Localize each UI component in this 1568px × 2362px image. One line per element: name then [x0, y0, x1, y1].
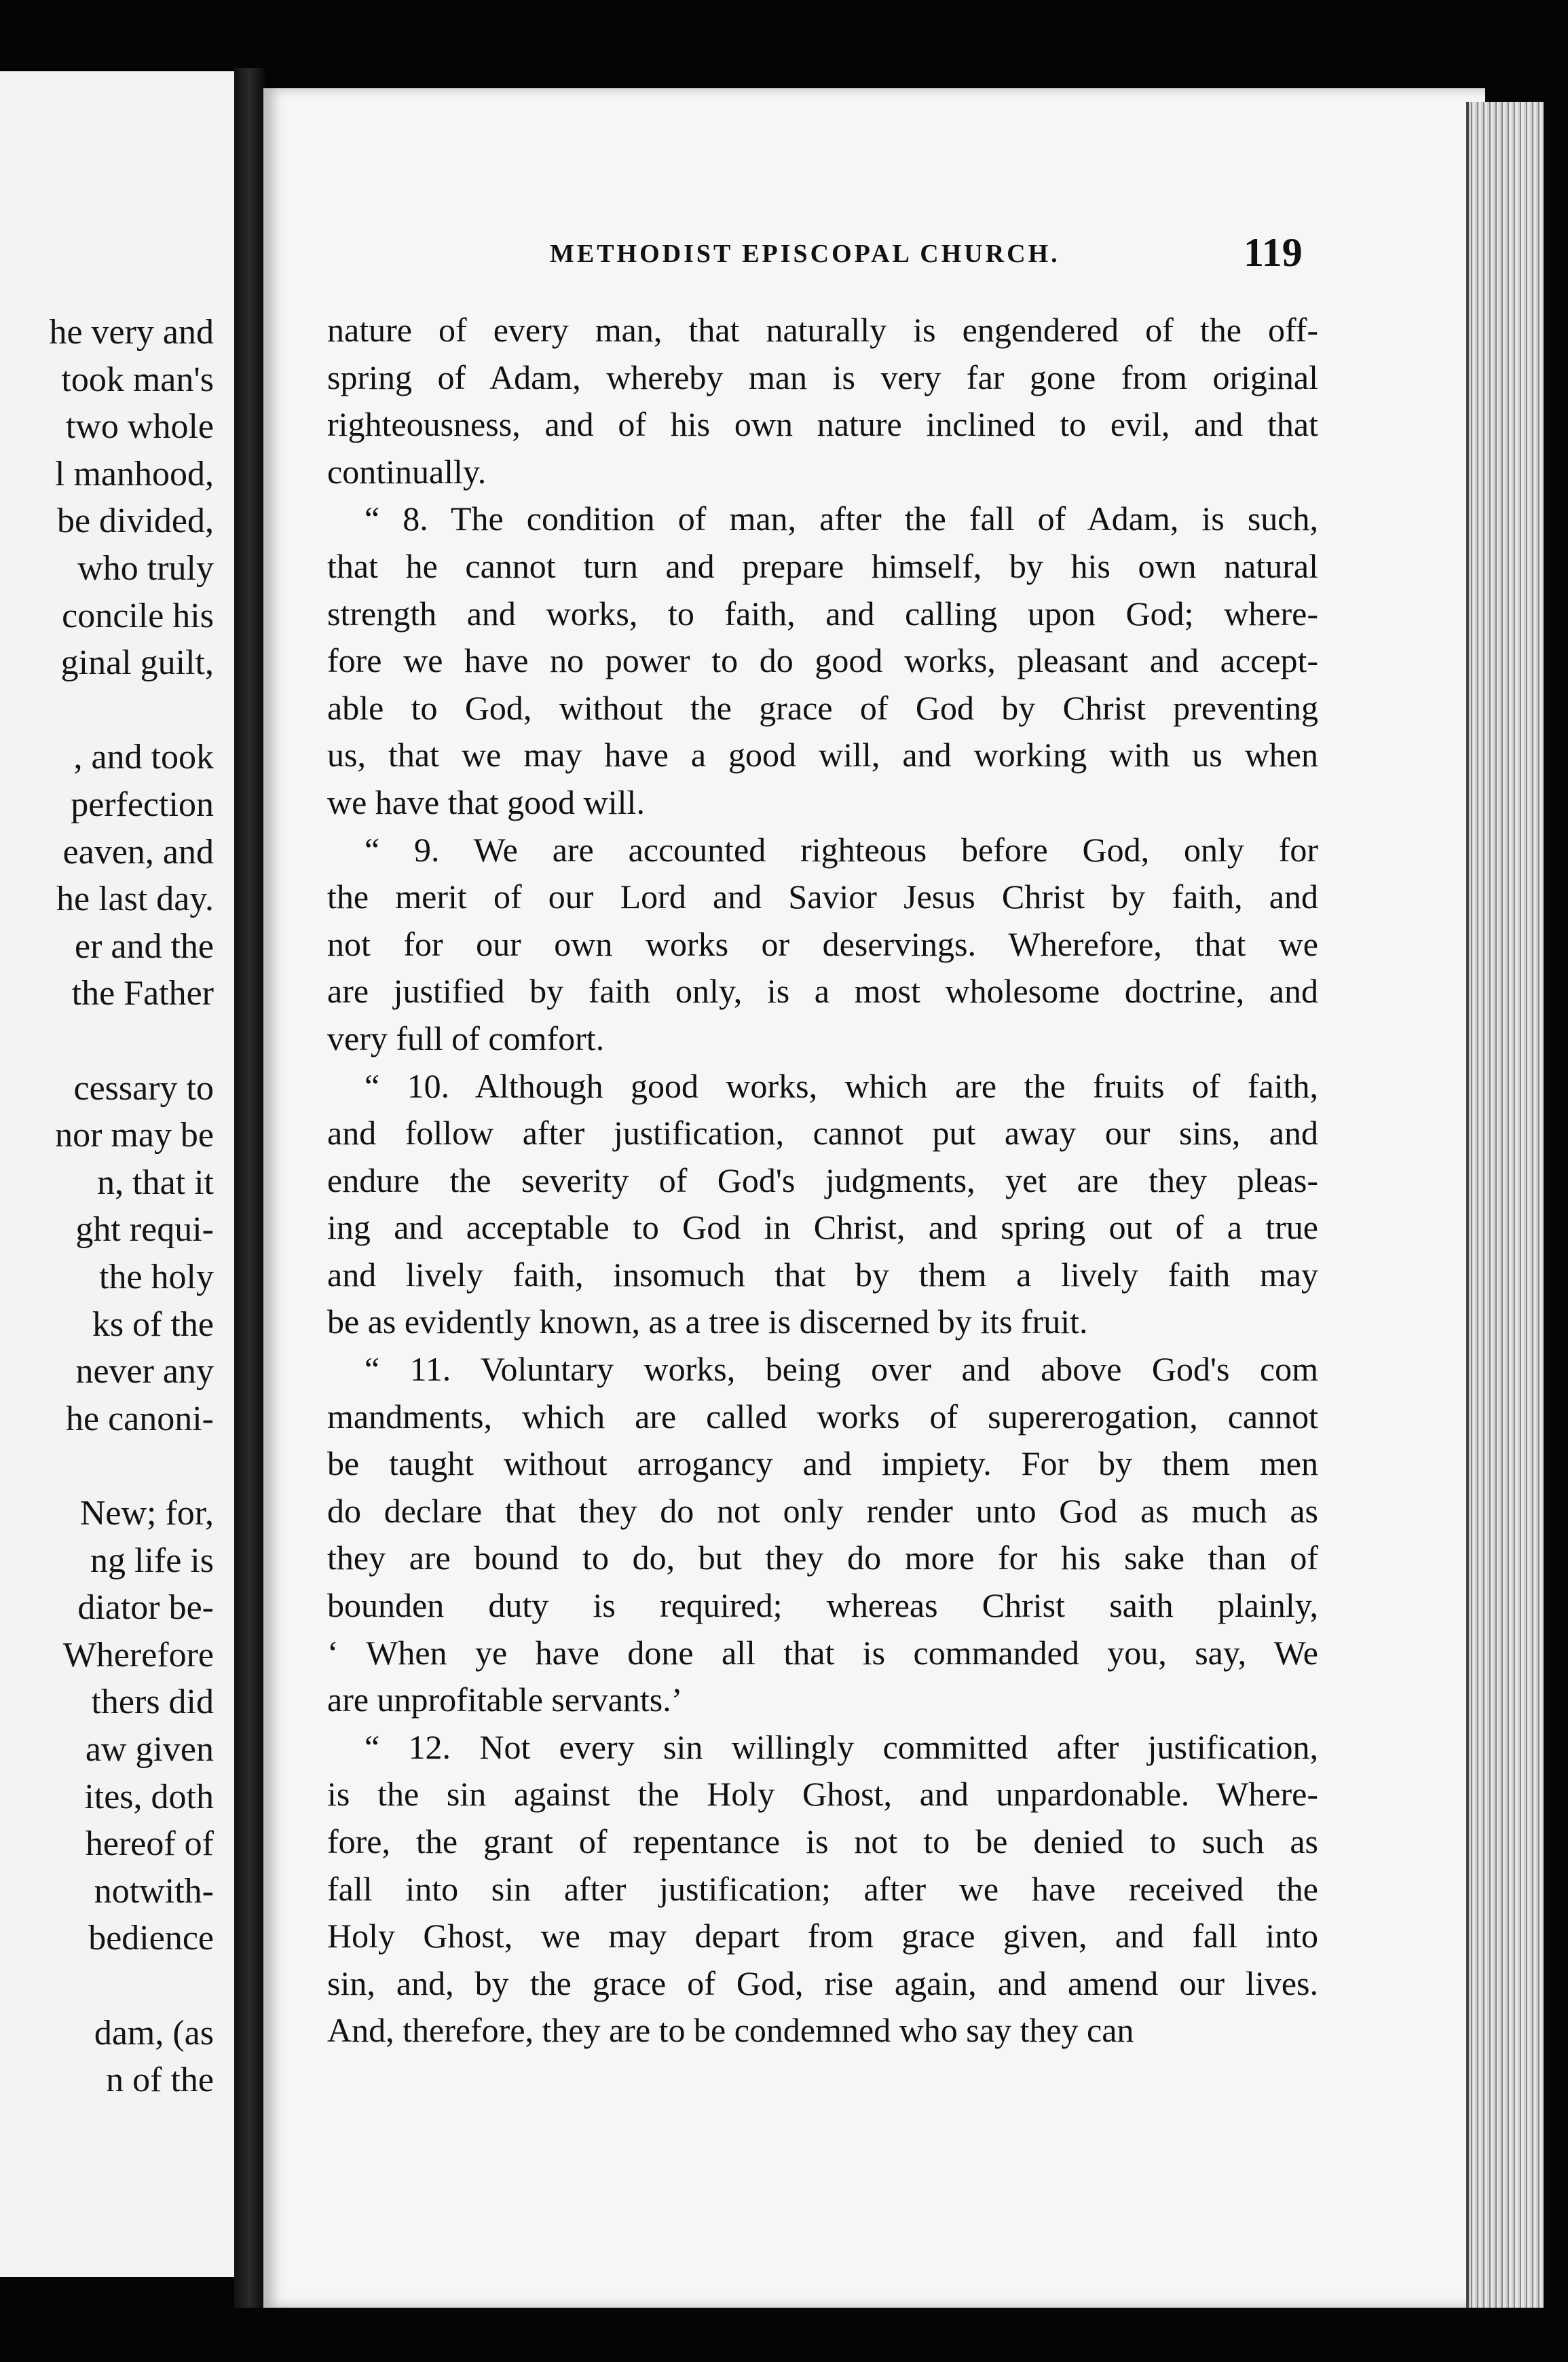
left-page-line: ght requi-	[75, 1210, 214, 1250]
left-page-line: took man's	[61, 360, 214, 399]
left-page-line: the Father	[71, 974, 214, 1013]
text-line: And, therefore, they are to be condemned who say they can	[327, 2011, 1134, 2050]
left-page-line: aw given	[85, 1730, 214, 1769]
left-page-line: two whole	[65, 407, 214, 447]
left-page-line: the holy	[99, 1258, 214, 1296]
left-page-line: cessary to	[73, 1068, 214, 1108]
text-line: be taught without arrogancy and impiety. For by them men	[327, 1444, 1318, 1483]
left-page-line: he last day.	[56, 880, 214, 919]
text-line: fore we have no power to do good works, pleasant and accept-	[327, 641, 1318, 680]
left-page-line: , and took	[73, 738, 214, 777]
left-page-line: he very and	[49, 313, 214, 352]
left-page-line: er and the	[74, 926, 214, 966]
left-page-line: diator be-	[77, 1588, 214, 1628]
text-line: “ 9. We are accounted righteous before God, only for	[365, 830, 1318, 869]
left-page-line: n, that it	[97, 1163, 214, 1202]
text-line: and follow after justification, cannot put away our sins, and	[327, 1114, 1318, 1152]
text-line: and lively faith, insomuch that by them a lively faith may	[327, 1255, 1318, 1294]
text-line: bounden duty is required; whereas Christ saith plainly,	[327, 1586, 1318, 1625]
text-line: are unprofitable servants.’	[327, 1681, 683, 1719]
text-line: the merit of our Lord and Savior Jesus Christ by faith, and	[327, 878, 1318, 916]
text-line: spring of Adam, whereby man is very far gone from original	[327, 358, 1318, 396]
left-page-line: ng life is	[90, 1541, 214, 1580]
text-line: mandments, which are called works of supererogation, cannot	[327, 1397, 1318, 1436]
left-page-line: eaven, and	[62, 832, 214, 871]
body-text	[327, 307, 1318, 2055]
left-page-line: thers did	[91, 1683, 214, 1722]
left-page-line: Wherefore	[62, 1635, 214, 1674]
text-line: “ 11. Voluntary works, being over and above God's com	[365, 1350, 1318, 1389]
text-line: do declare that they do not only render unto God as much as	[327, 1491, 1318, 1530]
left-page-line: ites, doth	[84, 1777, 214, 1816]
book-gutter	[234, 68, 265, 2308]
text-line: nature of every man, that naturally is engendered of the off-	[327, 311, 1318, 349]
left-page-line: bedience	[88, 1919, 214, 1958]
text-line: sin, and, by the grace of God, rise again, and amend our lives.	[327, 1964, 1318, 2002]
left-page-line: he canoni-	[65, 1399, 214, 1438]
text-line: that he cannot turn and prepare himself, by his own natural	[327, 546, 1318, 585]
left-page-line: concile his	[62, 596, 214, 635]
text-line: fore, the grant of repentance is not to be denied to such as	[327, 1822, 1318, 1860]
text-line: ing and acceptable to God in Christ, and spring out of a true	[327, 1208, 1318, 1247]
left-page-line: l manhood,	[55, 454, 214, 493]
left-page-line: hereof of	[85, 1824, 214, 1864]
text-line: continually.	[327, 452, 487, 491]
text-line: endure the severity of God's judgments, yet are they pleas-	[327, 1161, 1318, 1199]
left-page-line: who truly	[77, 549, 214, 588]
left-facing-page	[0, 71, 246, 2277]
left-page-line: nor may be	[55, 1116, 214, 1155]
text-line: Holy Ghost, we may depart from grace given, and fall into	[327, 1917, 1318, 1955]
text-line: us, that we may have a good will, and working with us when	[327, 736, 1318, 774]
text-line: we have that good will.	[327, 783, 645, 821]
text-line: they are bound to do, but they do more for his sake than of	[327, 1539, 1318, 1577]
left-page-line: be divided,	[56, 502, 214, 541]
running-head: METHODIST EPISCOPAL CHURCH.	[550, 240, 1060, 268]
text-line: not for our own works or deservings. Wherefore, that we	[327, 924, 1318, 963]
left-page-line: dam, (as	[94, 2013, 214, 2052]
text-line: be as evidently known, as a tree is discerned by its fruit.	[327, 1302, 1088, 1341]
text-line: “ 10. Although good works, which are the fruits of faith,	[365, 1066, 1318, 1105]
left-page-line: notwith-	[94, 1871, 214, 1911]
page-edges	[1466, 102, 1544, 2308]
text-line: “ 8. The condition of man, after the fall of Adam, is such,	[365, 500, 1318, 538]
left-page-line: n of the	[106, 2061, 214, 2100]
left-page-line: ks of the	[92, 1305, 214, 1344]
left-page-line: New; for,	[79, 1494, 214, 1533]
text-line: strength and works, to faith, and calling upon God; where-	[327, 594, 1318, 633]
page-number: 119	[1244, 230, 1303, 275]
text-line: are justified by faith only, is a most wholesome doctrine, and	[327, 972, 1318, 1011]
text-line: very full of comfort.	[327, 1019, 605, 1057]
text-line: fall into sin after justification; after we have received the	[327, 1869, 1318, 1908]
text-line: “ 12. Not every sin willingly committed after justification,	[365, 1727, 1318, 1766]
text-line: is the sin against the Holy Ghost, and unpardonable. Where-	[327, 1775, 1318, 1814]
left-page-line: ginal guilt,	[60, 643, 214, 683]
left-page-line: perfection	[71, 785, 214, 824]
text-line: able to God, without the grace of God by Christ preventing	[327, 688, 1318, 727]
left-page-line: never any	[75, 1352, 214, 1391]
text-line: righteousness, and of his own nature inclined to evil, and that	[327, 405, 1318, 444]
text-line: ‘ When ye have done all that is commanded you, say, We	[327, 1633, 1318, 1672]
